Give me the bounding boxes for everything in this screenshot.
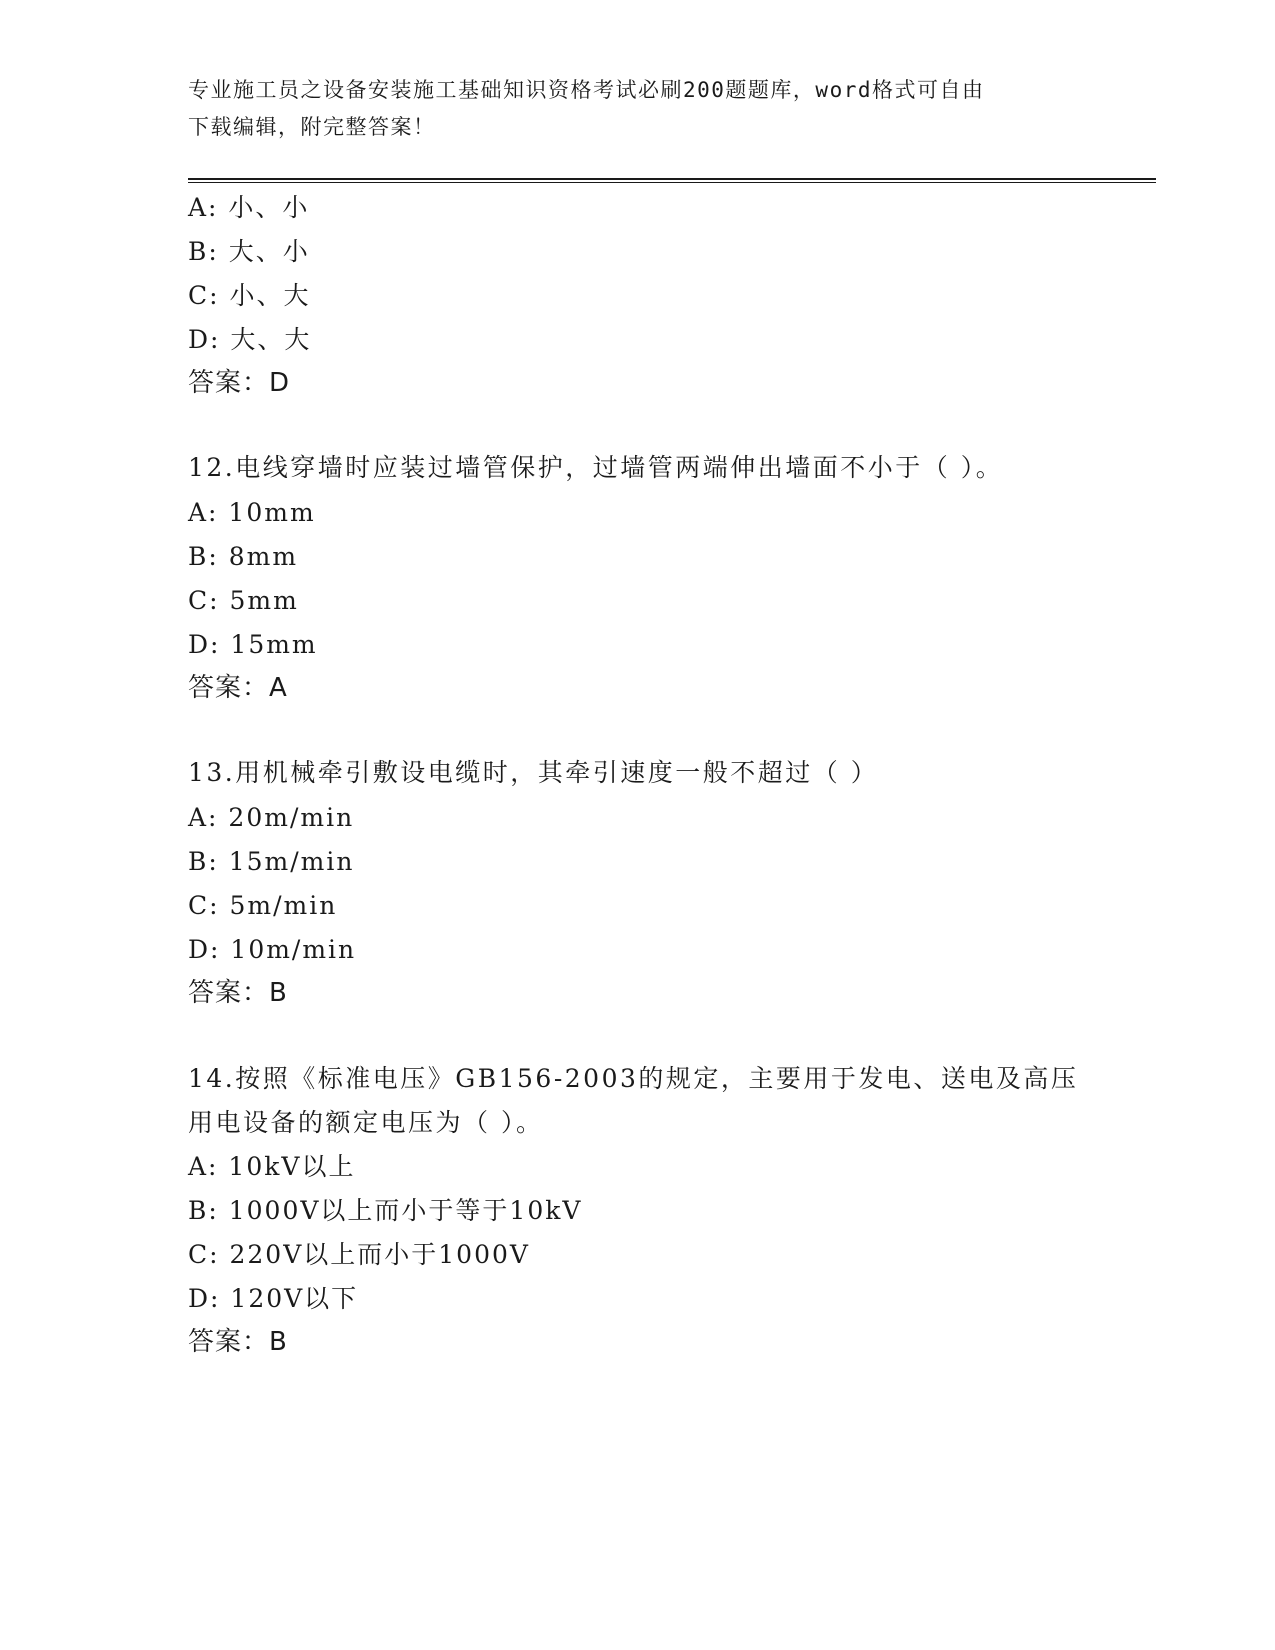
q13-option-c: C: 5m/min [188,891,338,920]
q14-stem-line-1: 14.按照《标准电压》GB156-2003的规定，主要用于发电、送电及高压 [188,1064,1079,1093]
q12-stem: 12.电线穿墙时应装过墙管保护，过墙管两端伸出墙面不小于（ ）。 [188,453,1004,482]
q13-option-d: D: 10m/min [188,935,357,964]
q14-stem-line-2: 用电设备的额定电压为（ ）。 [188,1108,544,1137]
header-title-line-1: 专业施工员之设备安装施工基础知识资格考试必刷200题题库，word格式可自由 [188,78,985,102]
q14-answer: 答案：B [188,1327,288,1357]
header-divider [188,178,1156,183]
q14-option-a: A: 10kV以上 [188,1152,356,1181]
q11-option-c: C: 小、大 [188,281,311,310]
q14-option-d: D: 120V以下 [188,1284,359,1313]
q12-option-b: B: 8mm [188,542,299,571]
q12-option-c: C: 5mm [188,586,299,615]
q11-option-b: B: 大、小 [188,237,310,266]
q11-option-d: D: 大、大 [188,325,312,354]
q13-option-a: A: 20m/min [188,803,355,832]
header-title-line-2: 下载编辑，附完整答案！ [188,115,436,139]
q14-option-c: C: 220V以上而小于1000V [188,1240,530,1269]
q12-option-d: D: 15mm [188,630,318,659]
document-header [188,72,1088,146]
q14-option-b: B: 1000V以上而小于等于10kV [188,1196,583,1225]
q11-option-a: A: 小、小 [188,193,310,222]
q12-answer: 答案：A [188,673,288,703]
q12-option-a: A: 10mm [188,498,316,527]
q13-answer: 答案：B [188,978,288,1008]
q13-option-b: B: 15m/min [188,847,355,876]
q13-stem: 13.用机械牵引敷设电缆时，其牵引速度一般不超过（ ） [188,758,879,787]
q11-answer: 答案：D [188,368,291,398]
